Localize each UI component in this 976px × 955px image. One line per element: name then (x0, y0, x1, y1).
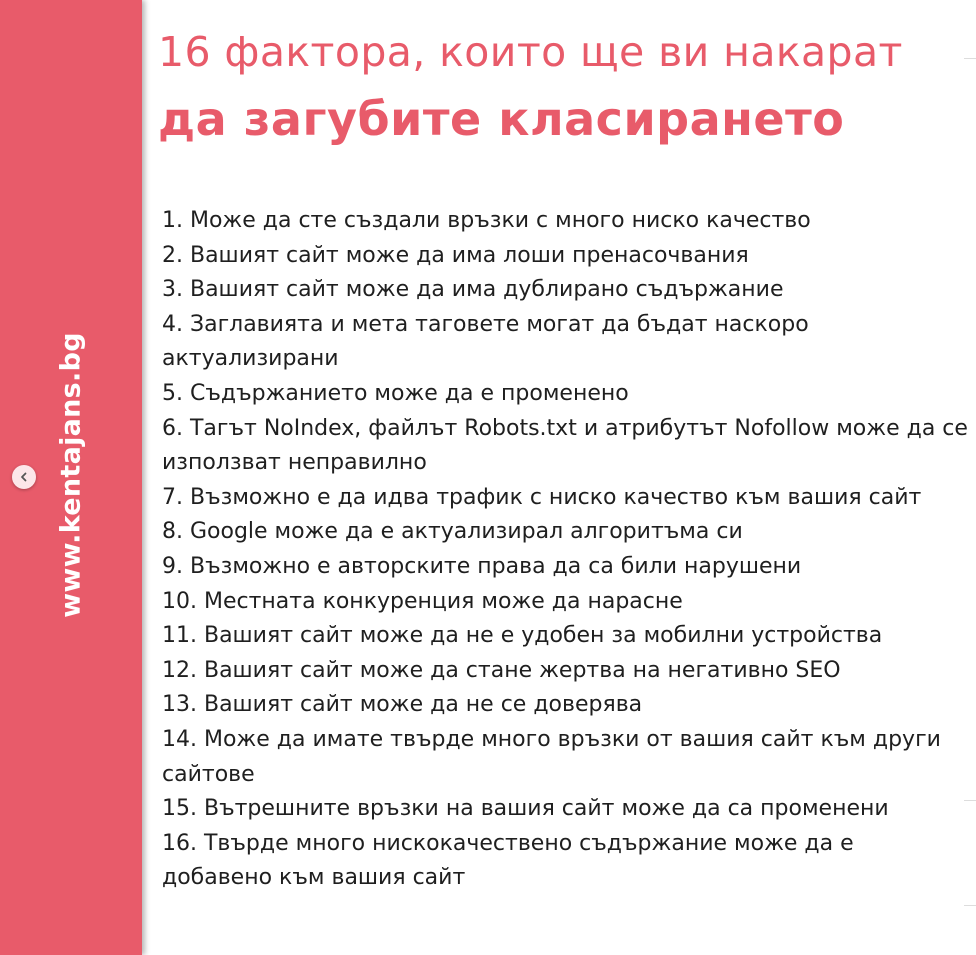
factor-item: 5. Съдържанието може да е променено (162, 380, 629, 406)
factor-item: 10. Местната конкуренция може да нарасне (162, 588, 683, 614)
factor-item: 13. Вашият сайт може да не се доверява (162, 692, 643, 718)
carousel-prev-button[interactable] (12, 465, 36, 489)
site-url: www.kentajans.bg (55, 332, 87, 618)
factor-item: 2. Вашият сайт може да има лоши пренасочвания (162, 242, 749, 268)
factor-item: 7. Възможно е да идва трафик с ниско качество към вашия сайт (162, 484, 922, 510)
chevron-left-icon (18, 471, 30, 483)
factor-item: 11. Вашият сайт може да не е удобен за мобилни устройства (162, 623, 883, 649)
factor-item: 3. Вашият сайт може да има дублирано съдържание (162, 277, 784, 303)
factor-item: 1. Може да сте създали връзки с много ниско качество (162, 208, 811, 233)
factor-item: 15. Вътрешните връзки на вашия сайт може да са променени (162, 796, 889, 822)
factor-item: 9. Възможно е авторските права да са били нарушени (162, 553, 802, 579)
factor-item: 6. Тагът NoIndex, файлът Robots.txt и атрибутът Nofollow може да се използват неправилно (162, 415, 968, 476)
divider (964, 58, 976, 59)
factor-item: 16. Твърде много нискокачествено съдържание може да е добавено към вашия сайт (162, 830, 854, 891)
title-line-2: да загубите класирането (158, 92, 845, 146)
factor-item: 4. Заглавията и мета таговете могат да бъдат наскоро актуализирани (162, 311, 809, 372)
title-line-1: 16 фактора, които ще ви накарат (158, 28, 903, 76)
divider (964, 905, 976, 906)
factor-item: 12. Вашият сайт може да стане жертва на негативно SEO (162, 657, 841, 683)
factor-item: 8. Google може да е актуализирал алгоритъма си (162, 519, 743, 545)
divider (964, 800, 976, 801)
factor-list (162, 204, 970, 896)
factor-item: 14. Може да имате твърде много връзки от вашия сайт към други сайтове (162, 726, 941, 787)
